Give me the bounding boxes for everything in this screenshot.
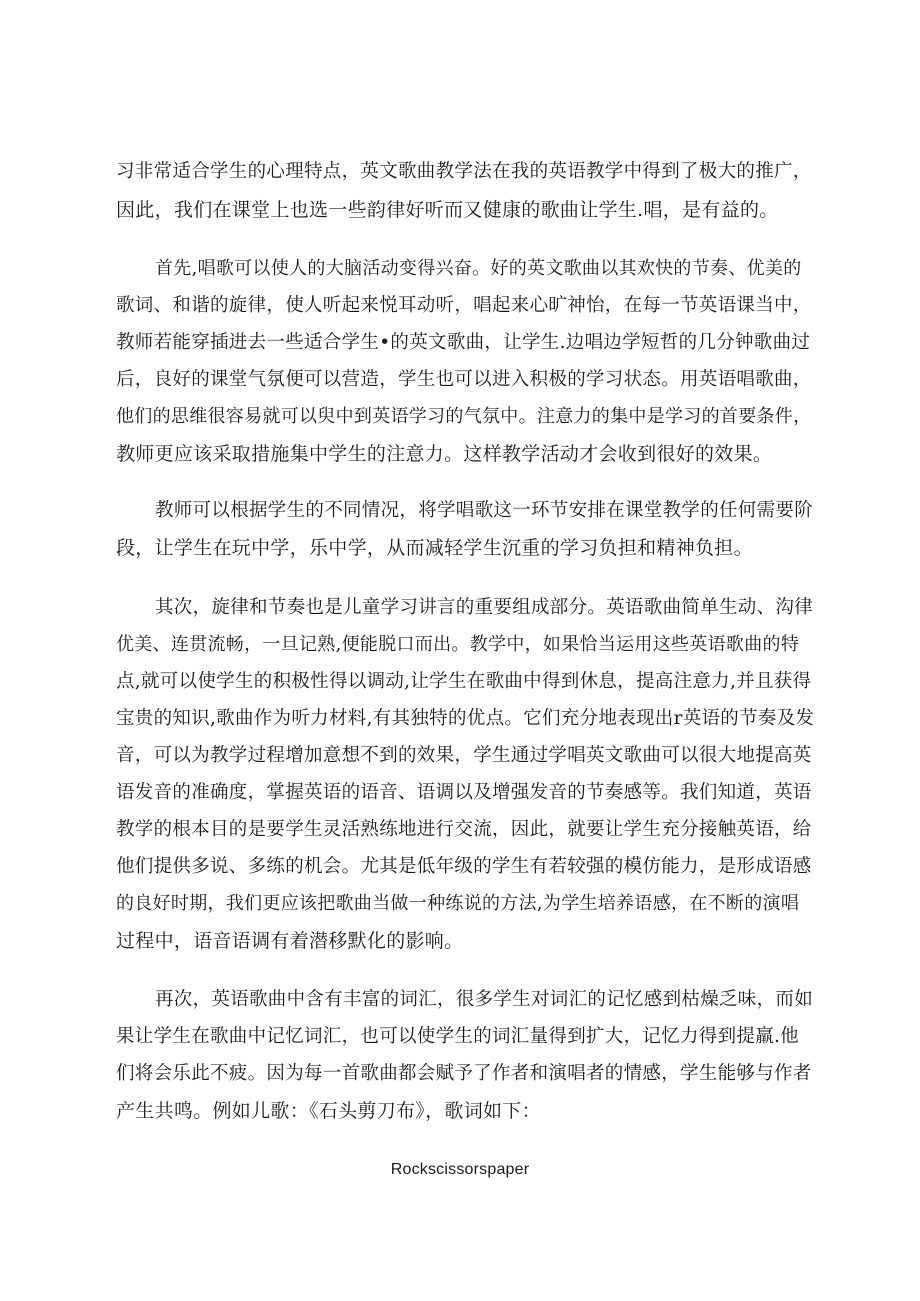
- song-title: Rockscissorspaper: [390, 1161, 530, 1178]
- paragraph-3-line-1: 教师可以根据学生的不同情况，将学唱歌这一环节安排在课堂教学的任何需要阶: [155, 500, 814, 521]
- paragraph-2-line-1: 首先,唱歌可以使人的大脑活动变得兴奋。好的英文歌曲以其欢快的节奏、优美的: [155, 258, 802, 279]
- paragraph-1-line-1: 习非常适合学生的心理特点，英文歌曲教学法在我的英语教学中得到了极大的推广，: [116, 161, 812, 182]
- paragraph-4-line-8: 他们提供多说、多练的机会。尤其是低年级的学生有若较强的模仿能力，是形成语感: [116, 856, 812, 877]
- paragraph-3-line-2: 段，让学生在玩中学，乐中学，从而减轻学生沉重的学习负担和精神负担。: [116, 537, 753, 559]
- paragraph-4-line-1: 其次，旋律和节奏也是儿童学习讲言的重要组成部分。英语歌曲简单生动、沟律: [155, 597, 814, 618]
- paragraph-4-line-6: 语发音的准确度，掌握英语的语音、语调以及增强发音的节奏感等。我们知道，英语: [116, 782, 812, 803]
- paragraph-5-line-3: 们将会乐此不疲。因为每一首歌曲都会赋予了作者和演唱者的情感，学生能够与作者: [116, 1063, 812, 1084]
- paragraph-4-line-4: 宝贵的知识,歌曲作为听力材料,有其独特的优点。它们充分地表现出r英语的节奏及发: [116, 708, 815, 729]
- paragraph-2-line-4: 后，良好的课堂气氛便可以营造，学生也可以进入积极的学习状态。用英语唱歌曲，: [116, 369, 812, 390]
- paragraph-2-line-2: 歌词、和谐的旋律，使人听起来悦耳动听，唱起来心旷神怡，在每一节英语课当中，: [116, 295, 812, 316]
- paragraph-5-line-2: 果让学生在歌曲中记忆词汇，也可以使学生的词汇量得到扩大，记忆力得到提羸.他: [116, 1026, 799, 1047]
- paragraph-5-line-4: 产生共鸣。例如儿歌：《石头剪刀布》，歌词如下：: [116, 1100, 541, 1122]
- paragraph-2-line-5: 他们的思维很容易就可以臾中到英语学习的气氛中。注意力的集中是学习的首要条件，: [116, 406, 812, 427]
- paragraph-2-line-3: 教师若能穿插进去一些适合学生•的英文歌曲，让学生.边唱边学短哲的几分钟歌曲过: [116, 332, 811, 353]
- paragraph-4-line-7: 教学的根本目的是要学生灵活熟练地进行交流，因此，就要让学生充分接触英语，给: [116, 819, 812, 840]
- paragraph-4-line-3: 点,就可以使学生的积极性得以调动,让学生在歌曲中得到休息，提高注意力,并且获得: [116, 671, 812, 692]
- paragraph-1-line-2: 因此，我们在课堂上也选一些韵律好听而又健康的歌曲让学生.唱，是有益的。: [116, 199, 779, 221]
- paragraph-5-line-1: 再次，英语歌曲中含有丰富的词汇，很多学生对词汇的记忆感到枯燥乏味，而如: [155, 989, 814, 1010]
- paragraph-4-line-10: 过程中，语音语调有着潜移默化的影响。: [116, 930, 464, 952]
- paragraph-4-line-2: 优美、连贯流畅，一旦记熟,便能脱口而出。教学中，如果恰当运用这些英语歌曲的特: [116, 634, 800, 655]
- paragraph-4-line-5: 音，可以为教学过程增加意想不到的效果，学生通过学唱英文歌曲可以很大地提高英: [116, 745, 812, 766]
- paragraph-4-line-9: 的良好时期，我们更应该把歌曲当做一种练说的方法,为学生培养语感，在不断的演唱: [116, 893, 800, 914]
- paragraph-2-line-6: 教师更应该采取措施集中学生的注意力。这样教学活动才会收到很好的效果。: [116, 443, 773, 465]
